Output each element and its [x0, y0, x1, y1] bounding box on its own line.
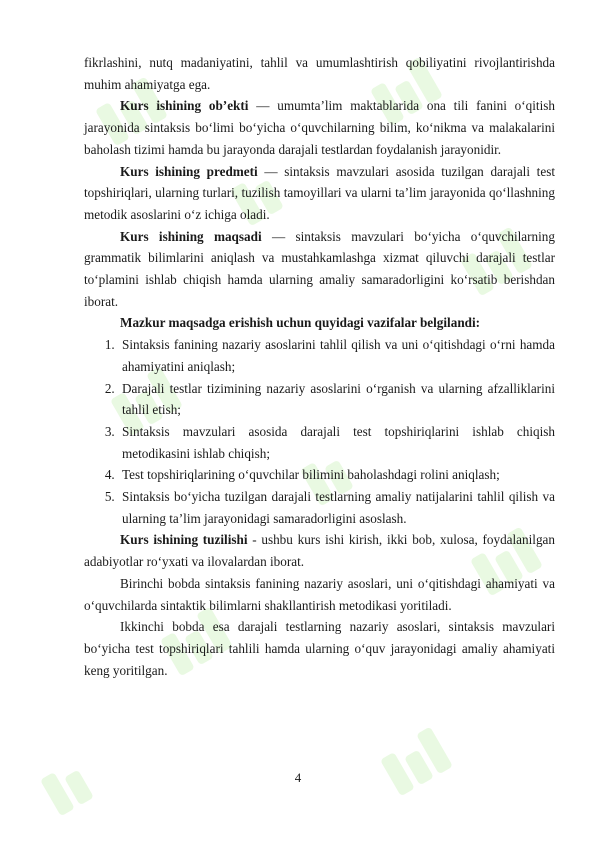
- subject-label: Kurs ishining predmeti: [120, 163, 258, 179]
- task-item: 5. Sintaksis bo‘yicha tuzilgan darajali testlarning amaliy natijalarini tahlil qilish va ularning ta’lim jarayonidagi samaradorligini asoslash.: [118, 486, 555, 529]
- tasks-list: [84, 334, 555, 529]
- task-item: 3. Sintaksis mavzulari asosida darajali test topshiriqlarini ishlab chiqish metodikasini ishlab chiqish;: [118, 421, 555, 464]
- object-label: Kurs ishining ob’ekti: [120, 98, 249, 114]
- paragraph-goal: [84, 226, 555, 313]
- structure-text: - ushbu kurs ishi kirish, ikki bob, xulosa, foydalanilgan adabiyotlar ro‘yxati va ilovalardan iborat.: [84, 532, 555, 570]
- paragraph-structure: [84, 529, 555, 572]
- paragraph-chapter-two: Ikkinchi bobda esa darajali testlarning nazariy asoslari, sintaksis mavzulari bo‘yicha test topshiriqlari tahlili hamda ularning o‘quv jarayonidagi amaliy ahamiyati keng yoritilgan.: [84, 619, 555, 678]
- paragraph-object: [84, 95, 555, 160]
- goal-text: — sintaksis mavzulari bo‘yicha o‘quvchilarning grammatik bilimlarini aniqlash va mustahkamlashga xizmat qiluvchi darajali testlar to‘plamini ishlab chiqish hamda ularning amaliy samaradorligini ko‘rsatib berishdan iborat.: [84, 228, 555, 309]
- task-item: 2. Darajali testlar tizimining nazariy asoslarini o‘rganish va ularning afzalliklarini tahlil etish;: [118, 378, 555, 421]
- task-item: 1. Sintaksis fanining nazariy asoslarini tahlil qilish va uni o‘qitishdagi o‘rni hamda ahamiyatini aniqlash;: [118, 334, 555, 377]
- structure-label: Kurs ishining tuzilishi: [120, 532, 248, 548]
- page-number: 4: [294, 770, 302, 785]
- paragraph-chapter-one: Birinchi bobda sintaksis fanining nazariy asoslari, uni o‘qitishdagi ahamiyati va o‘quvchilarda sintaktik bilimlarni shakllantirish metodikasi yoritiladi.: [84, 575, 555, 613]
- paragraph-continuation: fikrlashini, nutq madaniyatini, tahlil va umumlashtirish qobiliyatini rivojlantirishda muhim ahamiyatga ega.: [84, 55, 555, 92]
- task-item: 4. Test topshiriqlarining o‘quvchilar bilimini baholashdagi rolini aniqlash;: [118, 464, 555, 486]
- tasks-heading: Mazkur maqsadga erishish uchun quyidagi vazifalar belgilandi:: [120, 315, 481, 331]
- paragraph-subject: [84, 161, 555, 226]
- subject-text: — sintaksis mavzulari asosida tuzilgan darajali test topshiriqlari, ularning turlari, tuzilish tamoyillari va ularni ta’lim jarayonida qo‘llashning metodik asoslarini o‘z ichiga oladi.: [84, 163, 555, 222]
- object-text: — umumta’lim maktablarida ona tili fanini o‘qitish jarayonida sintaksis bo‘limi bo‘yicha o‘quvchilarning bilim, ko‘nikma va malakalarini baholash tizimi hamda bu jarayonda darajali testlardan foydalanish jarayonidir.: [84, 98, 555, 157]
- page-body: [84, 52, 555, 681]
- goal-label: Kurs ishining maqsadi: [120, 228, 262, 244]
